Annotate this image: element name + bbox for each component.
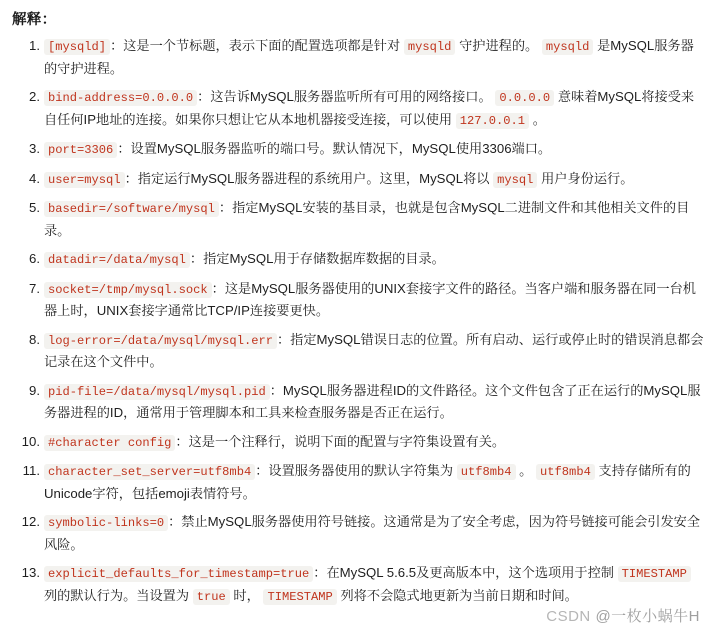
inline-text: ：指定MySQL错误日志的位置。所有启动、运行或停止时的错误消息都会记录在这个文件中。 xyxy=(44,331,704,370)
inline-text: ：MySQL服务器进程ID的文件路径。这个文件包含了正在运行的MySQL服务器进程的ID，通常用于管理脚本和工具来检查服务器是否正在运行。 xyxy=(44,382,701,421)
inline-code: log-error=/data/mysql/mysql.err xyxy=(44,333,277,349)
inline-text: ：这是一个注释行，说明下面的配置与字符集设置有关。 xyxy=(175,433,506,449)
inline-text: ：这是MySQL服务器使用的UNIX套接字文件的路径。当客户端和服务器在同一台机器上时，UNIX套接字通常比TCP/IP连接要更快。 xyxy=(44,280,696,319)
list-item xyxy=(44,138,704,161)
inline-text: ：指定MySQL用于存储数据库数据的目录。 xyxy=(189,251,445,267)
inline-code: pid-file=/data/mysql/mysql.pid xyxy=(44,384,270,400)
inline-code: explicit_defaults_for_timestamp=true xyxy=(44,566,313,582)
inline-code: character_set_server=utf8mb4 xyxy=(44,464,255,480)
inline-code: user=mysql xyxy=(44,172,125,188)
inline-code: symbolic-links=0 xyxy=(44,515,168,531)
list-item xyxy=(44,248,704,271)
watermark xyxy=(546,605,700,626)
inline-text: 。 xyxy=(529,111,546,127)
inline-code: mysqld xyxy=(542,39,594,55)
inline-text: 是MySQL服务器的守护进程。 xyxy=(44,38,694,76)
list-item xyxy=(44,380,704,424)
inline-code: #character config xyxy=(44,435,175,451)
inline-text: 用户身份运行。 xyxy=(537,170,634,186)
inline-text: ：设置MySQL服务器监听的端口号。默认情况下，MySQL使用3306端口。 xyxy=(117,141,552,157)
inline-text: ：指定运行MySQL服务器进程的系统用户。这里，MySQL将以 xyxy=(124,170,494,186)
inline-code: mysql xyxy=(493,172,537,188)
inline-code: true xyxy=(193,589,230,605)
inline-code: mysqld xyxy=(404,39,456,55)
list-item xyxy=(44,431,704,454)
list-item xyxy=(44,168,704,191)
inline-code: datadir=/data/mysql xyxy=(44,252,190,268)
list-item xyxy=(44,511,704,555)
inline-text: ：这告诉MySQL服务器监听所有可用的网络接口。 xyxy=(197,88,496,104)
inline-text: 时， xyxy=(229,587,264,603)
list-item xyxy=(44,35,704,79)
inline-code: socket=/tmp/mysql.sock xyxy=(44,282,212,298)
inline-text: 列将不会隐式地更新为当前日期和时间。 xyxy=(336,587,578,603)
inline-text: 守护进程的。 xyxy=(455,38,542,53)
inline-code: port=3306 xyxy=(44,142,117,158)
inline-code: 127.0.0.1 xyxy=(456,113,529,129)
inline-code: utf8mb4 xyxy=(457,464,516,480)
inline-code: bind-address=0.0.0.0 xyxy=(44,90,197,106)
list-item xyxy=(44,278,704,322)
inline-text: ：禁止MySQL服务器使用符号链接。这通常是为了安全考虑，因为符号链接可能会引发安全风险。 xyxy=(44,514,701,552)
list-item xyxy=(44,329,704,373)
page-title: 解释： xyxy=(12,12,57,28)
inline-code: TIMESTAMP xyxy=(618,566,691,582)
list-item xyxy=(44,86,704,131)
explanation-list xyxy=(10,35,704,607)
inline-text: 支持存储所有的Unicode字符，包括emoji表情符号。 xyxy=(44,463,691,501)
list-item xyxy=(44,460,704,504)
inline-code: 0.0.0.0 xyxy=(495,90,554,106)
inline-text: ：这是一个节标题，表示下面的配置选项都是针对 xyxy=(110,38,404,53)
inline-text: ：指定MySQL安装的基目录，也就是包含MySQL二进制文件和其他相关文件的目录。 xyxy=(44,200,690,238)
inline-code: utf8mb4 xyxy=(536,464,595,480)
inline-code: basedir=/software/mysql xyxy=(44,201,219,217)
inline-text: 意味着MySQL将接受来自任何IP地址的连接。如果你只想让它从本地机器接受连接，可以使用 xyxy=(44,88,695,127)
inline-text: ：设置服务器使用的默认字符集为 xyxy=(255,463,457,479)
inline-text: 。 xyxy=(515,463,537,479)
watermark-prefix: CSDN xyxy=(546,608,596,625)
watermark-author: @一枚小蜗牛H xyxy=(595,608,700,625)
inline-code: [mysqld] xyxy=(44,39,110,55)
inline-text: ：在MySQL 5.6.5及更高版本中，这个选项用于控制 xyxy=(313,565,618,581)
inline-text: 列的默认行为。当设置为 xyxy=(44,587,193,603)
list-item xyxy=(44,197,704,241)
list-item xyxy=(44,562,704,607)
inline-code: TIMESTAMP xyxy=(263,589,336,605)
